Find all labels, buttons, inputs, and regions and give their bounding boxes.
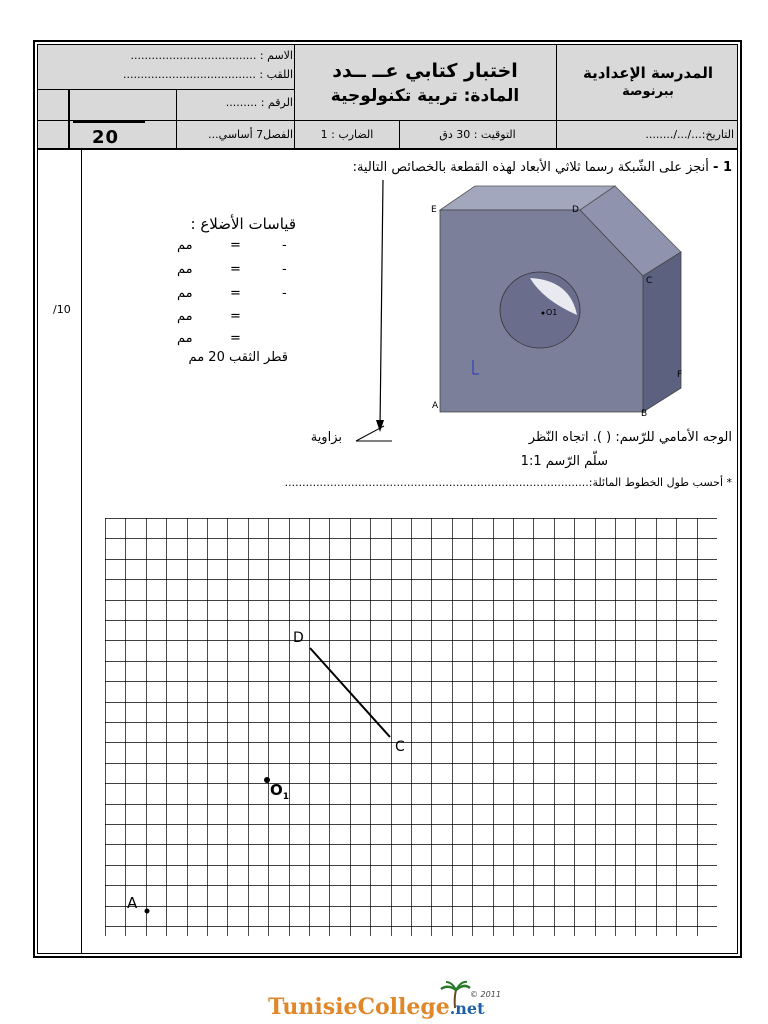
- hole-diameter: قطر الثقب 20 مم: [188, 350, 288, 365]
- figure-label-e: E: [431, 205, 437, 215]
- view-angle-icon: [354, 424, 396, 444]
- number-field[interactable]: الرقم : .........: [225, 96, 293, 109]
- name-field[interactable]: الاسم : ....................................: [130, 49, 293, 62]
- surname-field[interactable]: اللقب : ......................................: [123, 68, 293, 81]
- solid-figure: [425, 180, 695, 425]
- sides-title: قياسات الأضلاع :: [190, 215, 296, 233]
- score-total: 20: [92, 127, 120, 148]
- measure-row: مم = -: [177, 262, 287, 277]
- school-town: ببرنوصة: [622, 84, 674, 99]
- figure-label-b: B: [641, 409, 648, 419]
- measure-row: مم =: [177, 331, 241, 346]
- margin-column-line: [81, 150, 82, 953]
- angle-label: بزاوية: [310, 430, 342, 445]
- compute-instruction: * أحسب طول الخطوط المائلة:.......................................................................................: [284, 476, 732, 489]
- measure-list: [175, 238, 295, 348]
- figure-label-o1: O1: [546, 308, 558, 317]
- exercise-instruction: [353, 160, 732, 175]
- grid-label-o1: $O_1$: [270, 781, 290, 802]
- exam-title: اختبار كتابي عــ ــدد: [332, 60, 518, 82]
- footer-logo-year: © 2011: [470, 990, 501, 999]
- exercise-number: 1 -: [713, 160, 732, 175]
- footer-logo: TunisieCollege.net: [268, 994, 485, 1020]
- score-underline: [73, 121, 145, 123]
- header-divider: [68, 89, 70, 149]
- grid-label-c: C: [395, 739, 405, 755]
- figure-label-a: A: [432, 401, 439, 411]
- grid-label-a: A: [127, 894, 138, 912]
- header-divider: [176, 89, 177, 149]
- header-divider: [294, 45, 295, 149]
- measure-row: مم = -: [177, 238, 287, 253]
- separator-arrow: [372, 180, 392, 440]
- front-face-text: الوجه الأمامي للرّسم: ( ). اتجاه النّظر: [528, 430, 732, 445]
- measure-row: مم =: [177, 309, 241, 324]
- figure-label-d: D: [572, 205, 579, 215]
- duration-label: التوقيت : 30 دق: [439, 128, 516, 141]
- header-divider: [556, 45, 557, 149]
- exercise-points: /10: [53, 303, 71, 316]
- grid-point-a: [145, 909, 150, 914]
- date-field[interactable]: التاريخ:.../.../........: [645, 128, 734, 141]
- solid-center-dot: [542, 312, 545, 315]
- palm-tree-icon: [438, 980, 472, 1010]
- coefficient-label: الضارب : 1: [320, 128, 374, 141]
- figure-label-f: F: [677, 370, 683, 380]
- drawing-grid[interactable]: [105, 518, 717, 936]
- measure-row: مم = -: [177, 286, 287, 301]
- figure-label-c: C: [646, 276, 653, 286]
- instruction-text: أنجز على الشّبكة رسما ثلاثي الأبعاد لهذه القطعة بالخصائص التالية:: [352, 160, 709, 175]
- class-label: الفصل7 أساسي...: [208, 128, 293, 141]
- school-name: المدرسة الإعدادية: [583, 64, 713, 82]
- grid-label-d: D: [293, 630, 304, 646]
- exam-subject: المادة: تربية تكنولوجية: [330, 86, 520, 106]
- scale-label: سلّم الرّسم 1:1: [520, 454, 608, 469]
- header-divider: [38, 89, 294, 90]
- header-divider: [38, 148, 737, 150]
